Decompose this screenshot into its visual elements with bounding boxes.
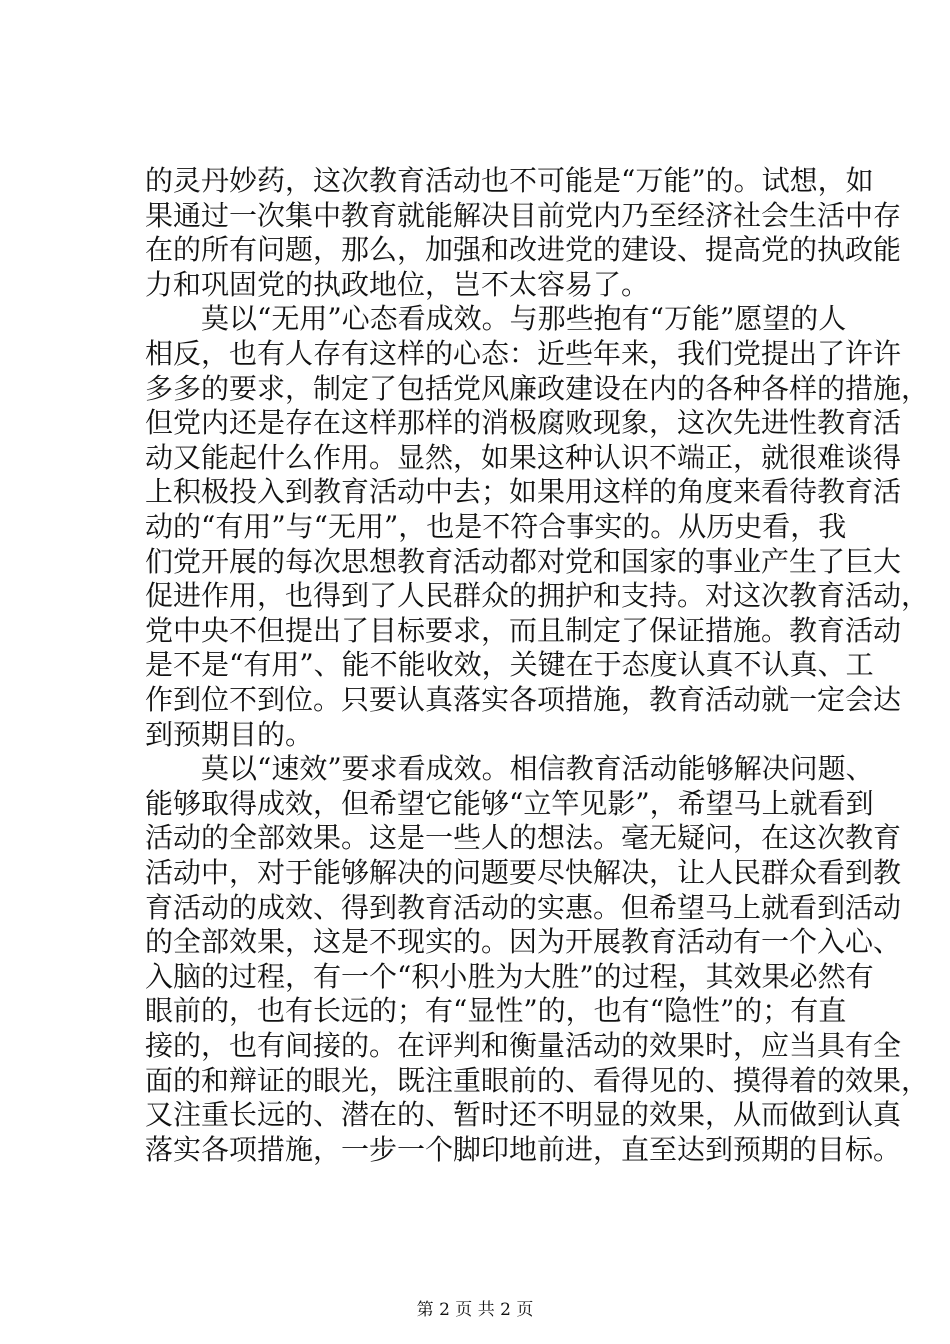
text-line: 面的和辩证的眼光，既注重眼前的、看得见的、摸得着的效果， [145,1063,930,1097]
text-line: 力和巩固党的执政地位，岂不太容易了。 [145,267,650,301]
text-line: 动又能起什么作用。显然，如果这种认识不端正，就很难谈得 [145,440,902,474]
text-line: 又注重长远的、潜在的、暂时还不明显的效果，从而做到认真 [145,1098,902,1132]
text-line: 是不是“有用”、能不能收效，关键在于态度认真不认真、工 [145,648,874,682]
text-line: 活动中，对于能够解决的问题要尽快解决，让人民群众看到教 [145,856,902,889]
text-line: 入脑的过程，有一个“积小胜为大胜”的过程，其效果必然有 [145,959,874,993]
text-line: 莫以“无用”心态看成效。与那些抱有“万能”愿望的人 [145,302,847,336]
text-line: 在的所有问题，那么，加强和改进党的建设、提高党的执政能 [145,233,902,267]
text-line: 接的，也有间接的。在评判和衡量活动的效果时，应当具有全 [145,1029,902,1062]
text-line: 多多的要求，制定了包括党风廉政建设在内的各种各样的措施， [145,371,930,405]
text-line: 的灵丹妙药，这次教育活动也不可能是“万能”的。试想，如 [145,164,874,197]
text-line: 育活动的成效、得到教育活动的实惠。但希望马上就看到活动 [145,890,902,924]
text-line: 落实各项措施，一步一个脚印地前进，直至达到预期的目标。 [145,1132,902,1166]
text-line: 促进作用，也得到了人民群众的拥护和支持。对这次教育活动， [145,579,930,613]
text-line: 动的“有用”与“无用”，也是不符合事实的。从历史看，我 [145,510,847,543]
text-line: 相反，也有人存有这样的心态：近些年来，我们党提出了许许 [145,337,902,370]
text-line: 果通过一次集中教育就能解决目前党内乃至经济社会生活中存 [145,198,902,232]
page-footer: 第 2 页 共 2 页 [416,1300,534,1320]
text-line: 作到位不到位。只要认真落实各项措施，教育活动就一定会达 [145,683,902,716]
text-line: 党中央不但提出了目标要求，而且制定了保证措施。教育活动 [145,613,902,647]
text-line: 莫以“速效”要求看成效。相信教育活动能够解决问题、 [145,752,874,786]
text-line: 眼前的，也有长远的；有“显性”的，也有“隐性”的；有直 [145,994,847,1028]
text-line: 但党内还是存在这样那样的消极腐败现象，这次先进性教育活 [145,406,902,440]
text-line: 到预期目的。 [145,717,314,751]
text-line: 们党开展的每次思想教育活动都对党和国家的事业产生了巨大 [145,544,902,578]
text-line: 的全部效果，这是不现实的。因为开展教育活动有一个入心、 [145,925,902,959]
text-line: 能够取得成效，但希望它能够“立竿见影”，希望马上就看到 [145,786,874,820]
text-line: 活动的全部效果。这是一些人的想法。毫无疑问，在这次教育 [145,821,902,855]
text-line: 上积极投入到教育活动中去；如果用这样的角度来看待教育活 [145,475,902,509]
